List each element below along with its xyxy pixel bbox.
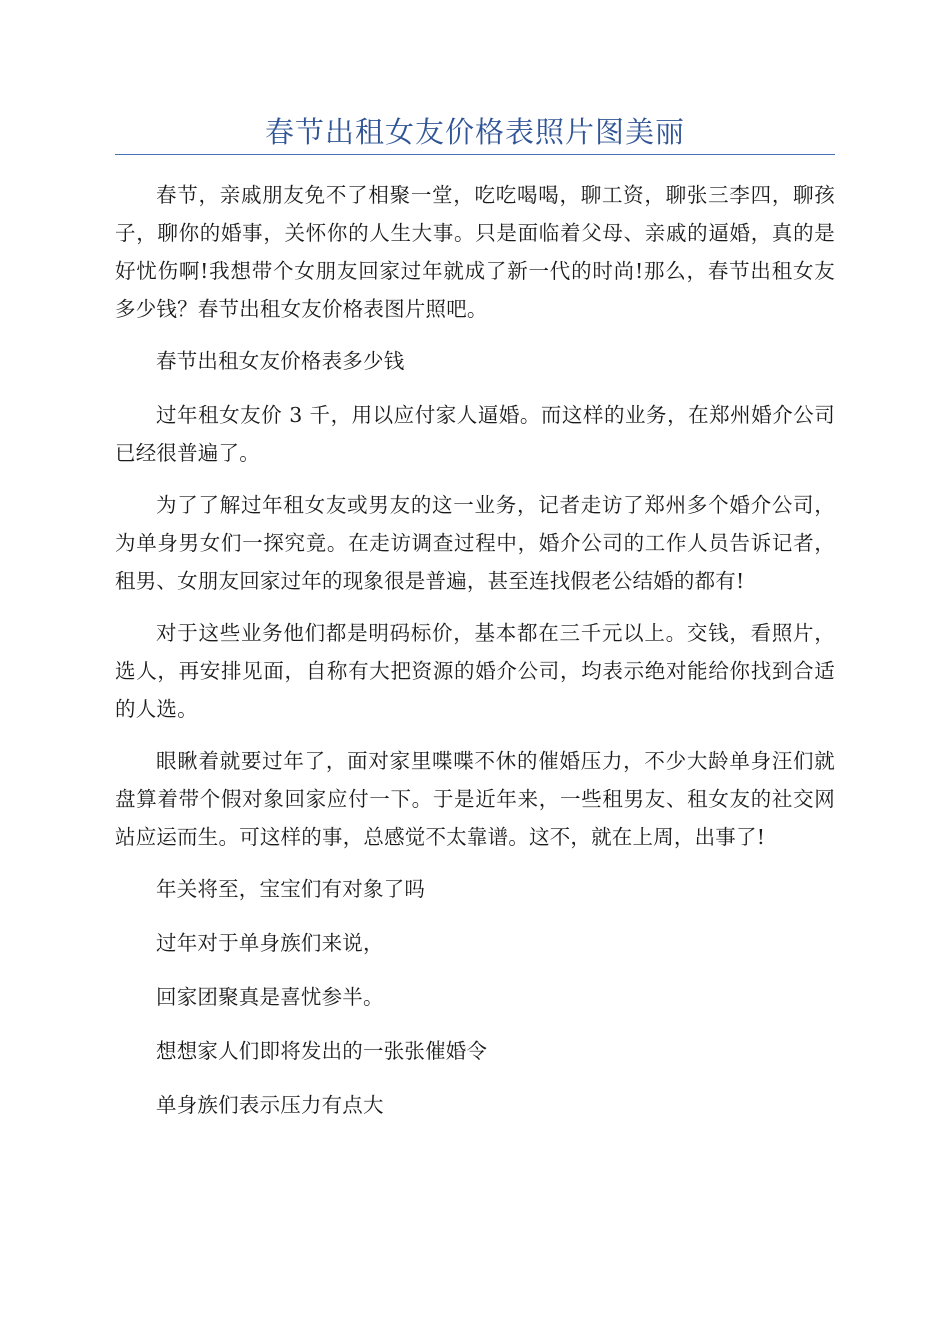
page-title: 春节出租女友价格表照片图美丽 bbox=[264, 115, 685, 149]
paragraph-investigation: 为了了解过年租女友或男友的这一业务，记者走访了郑州多个婚介公司，为单身男女们一探究竟。在走访调查过程中，婚介公司的工作人员告诉记者，租男、女朋友回家过年的现象很是普遍，甚至连找假老公结婚的都有! bbox=[115, 493, 835, 593]
paragraph-social-sites: 眼瞅着就要过年了，面对家里喋喋不休的催婚压力，不少大龄单身汪们就盘算着带个假对象回家应付一下。于是近年来，一些租男友、租女友的社交网站应运而生。可这样的事，总感觉不太靠谱。这不，就在上周，出事了! bbox=[115, 749, 835, 849]
paragraph-line: 回家团聚真是喜忧参半。 bbox=[156, 985, 384, 1009]
paragraph-pricing-details: 对于这些业务他们都是明码标价，基本都在三千元以上。交钱，看照片，选人，再安排见面，自称有大把资源的婚介公司，均表示绝对能给你找到合适的人选。 bbox=[115, 621, 835, 721]
paragraph-line: 想想家人们即将发出的一张张催婚令 bbox=[156, 1039, 488, 1063]
paragraph-line: 过年对于单身族们来说， bbox=[156, 931, 384, 955]
paragraph-price: 过年租女友价 3 千，用以应付家人逼婚。而这样的业务，在郑州婚介公司已经很普遍了。 bbox=[115, 403, 835, 465]
article-body bbox=[115, 176, 835, 1140]
paragraph-line: 年关将至，宝宝们有对象了吗 bbox=[156, 877, 426, 901]
paragraph-subheading: 春节出租女友价格表多少钱 bbox=[156, 349, 405, 373]
title-underline bbox=[115, 154, 835, 155]
paragraph-intro: 春节，亲戚朋友免不了相聚一堂，吃吃喝喝，聊工资，聊张三李四，聊孩子，聊你的婚事，关怀你的人生大事。只是面临着父母、亲戚的逼婚，真的是好忧伤啊!我想带个女朋友回家过年就成了新一代的时尚!那么，春节出租女友多少钱？春节出租女友价格表图片照吧。 bbox=[115, 183, 835, 321]
paragraph-line: 单身族们表示压力有点大 bbox=[156, 1093, 384, 1117]
